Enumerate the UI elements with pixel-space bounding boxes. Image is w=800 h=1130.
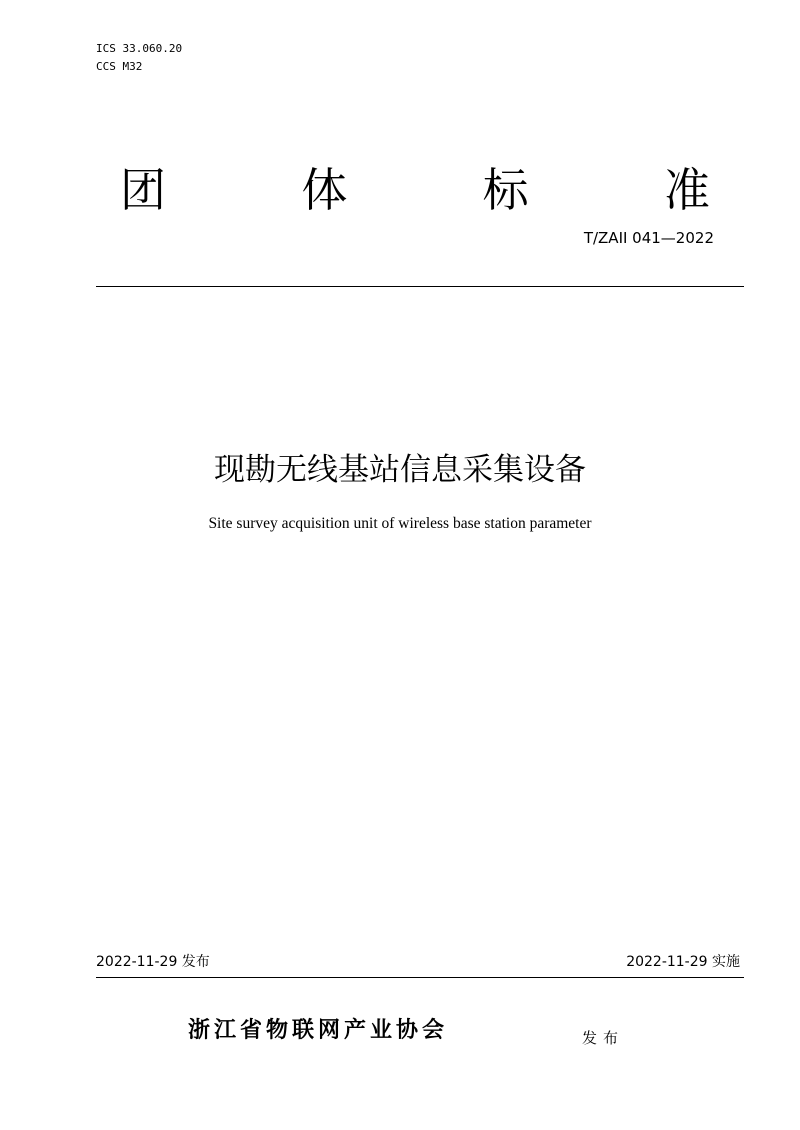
implementation-date: 2022-11-29 实施 [626, 954, 740, 970]
standard-type-heading [120, 160, 710, 220]
classification-codes [96, 40, 182, 76]
publish-label: 发布 [582, 1029, 625, 1047]
document-title-chinese: 现勘无线基站信息采集设备 [214, 452, 586, 488]
standard-type-char: 体 [301, 163, 348, 217]
top-divider [96, 286, 744, 287]
standard-number: T/ZAII 041—2022 [583, 229, 714, 247]
issue-date: 2022-11-29 发布 [96, 954, 210, 970]
bottom-divider [96, 977, 744, 978]
standard-type-char: 标 [482, 163, 529, 217]
publisher-name: 浙江省物联网产业协会 [188, 1018, 449, 1043]
ics-code: ICS 33.060.20 [96, 42, 183, 55]
standard-type-char: 团 [120, 163, 166, 217]
standard-type-char: 准 [663, 163, 710, 217]
ccs-code: CCS M32 [96, 60, 143, 73]
document-title-english: Site survey acquisition unit of wireless base station parameter [208, 515, 592, 532]
